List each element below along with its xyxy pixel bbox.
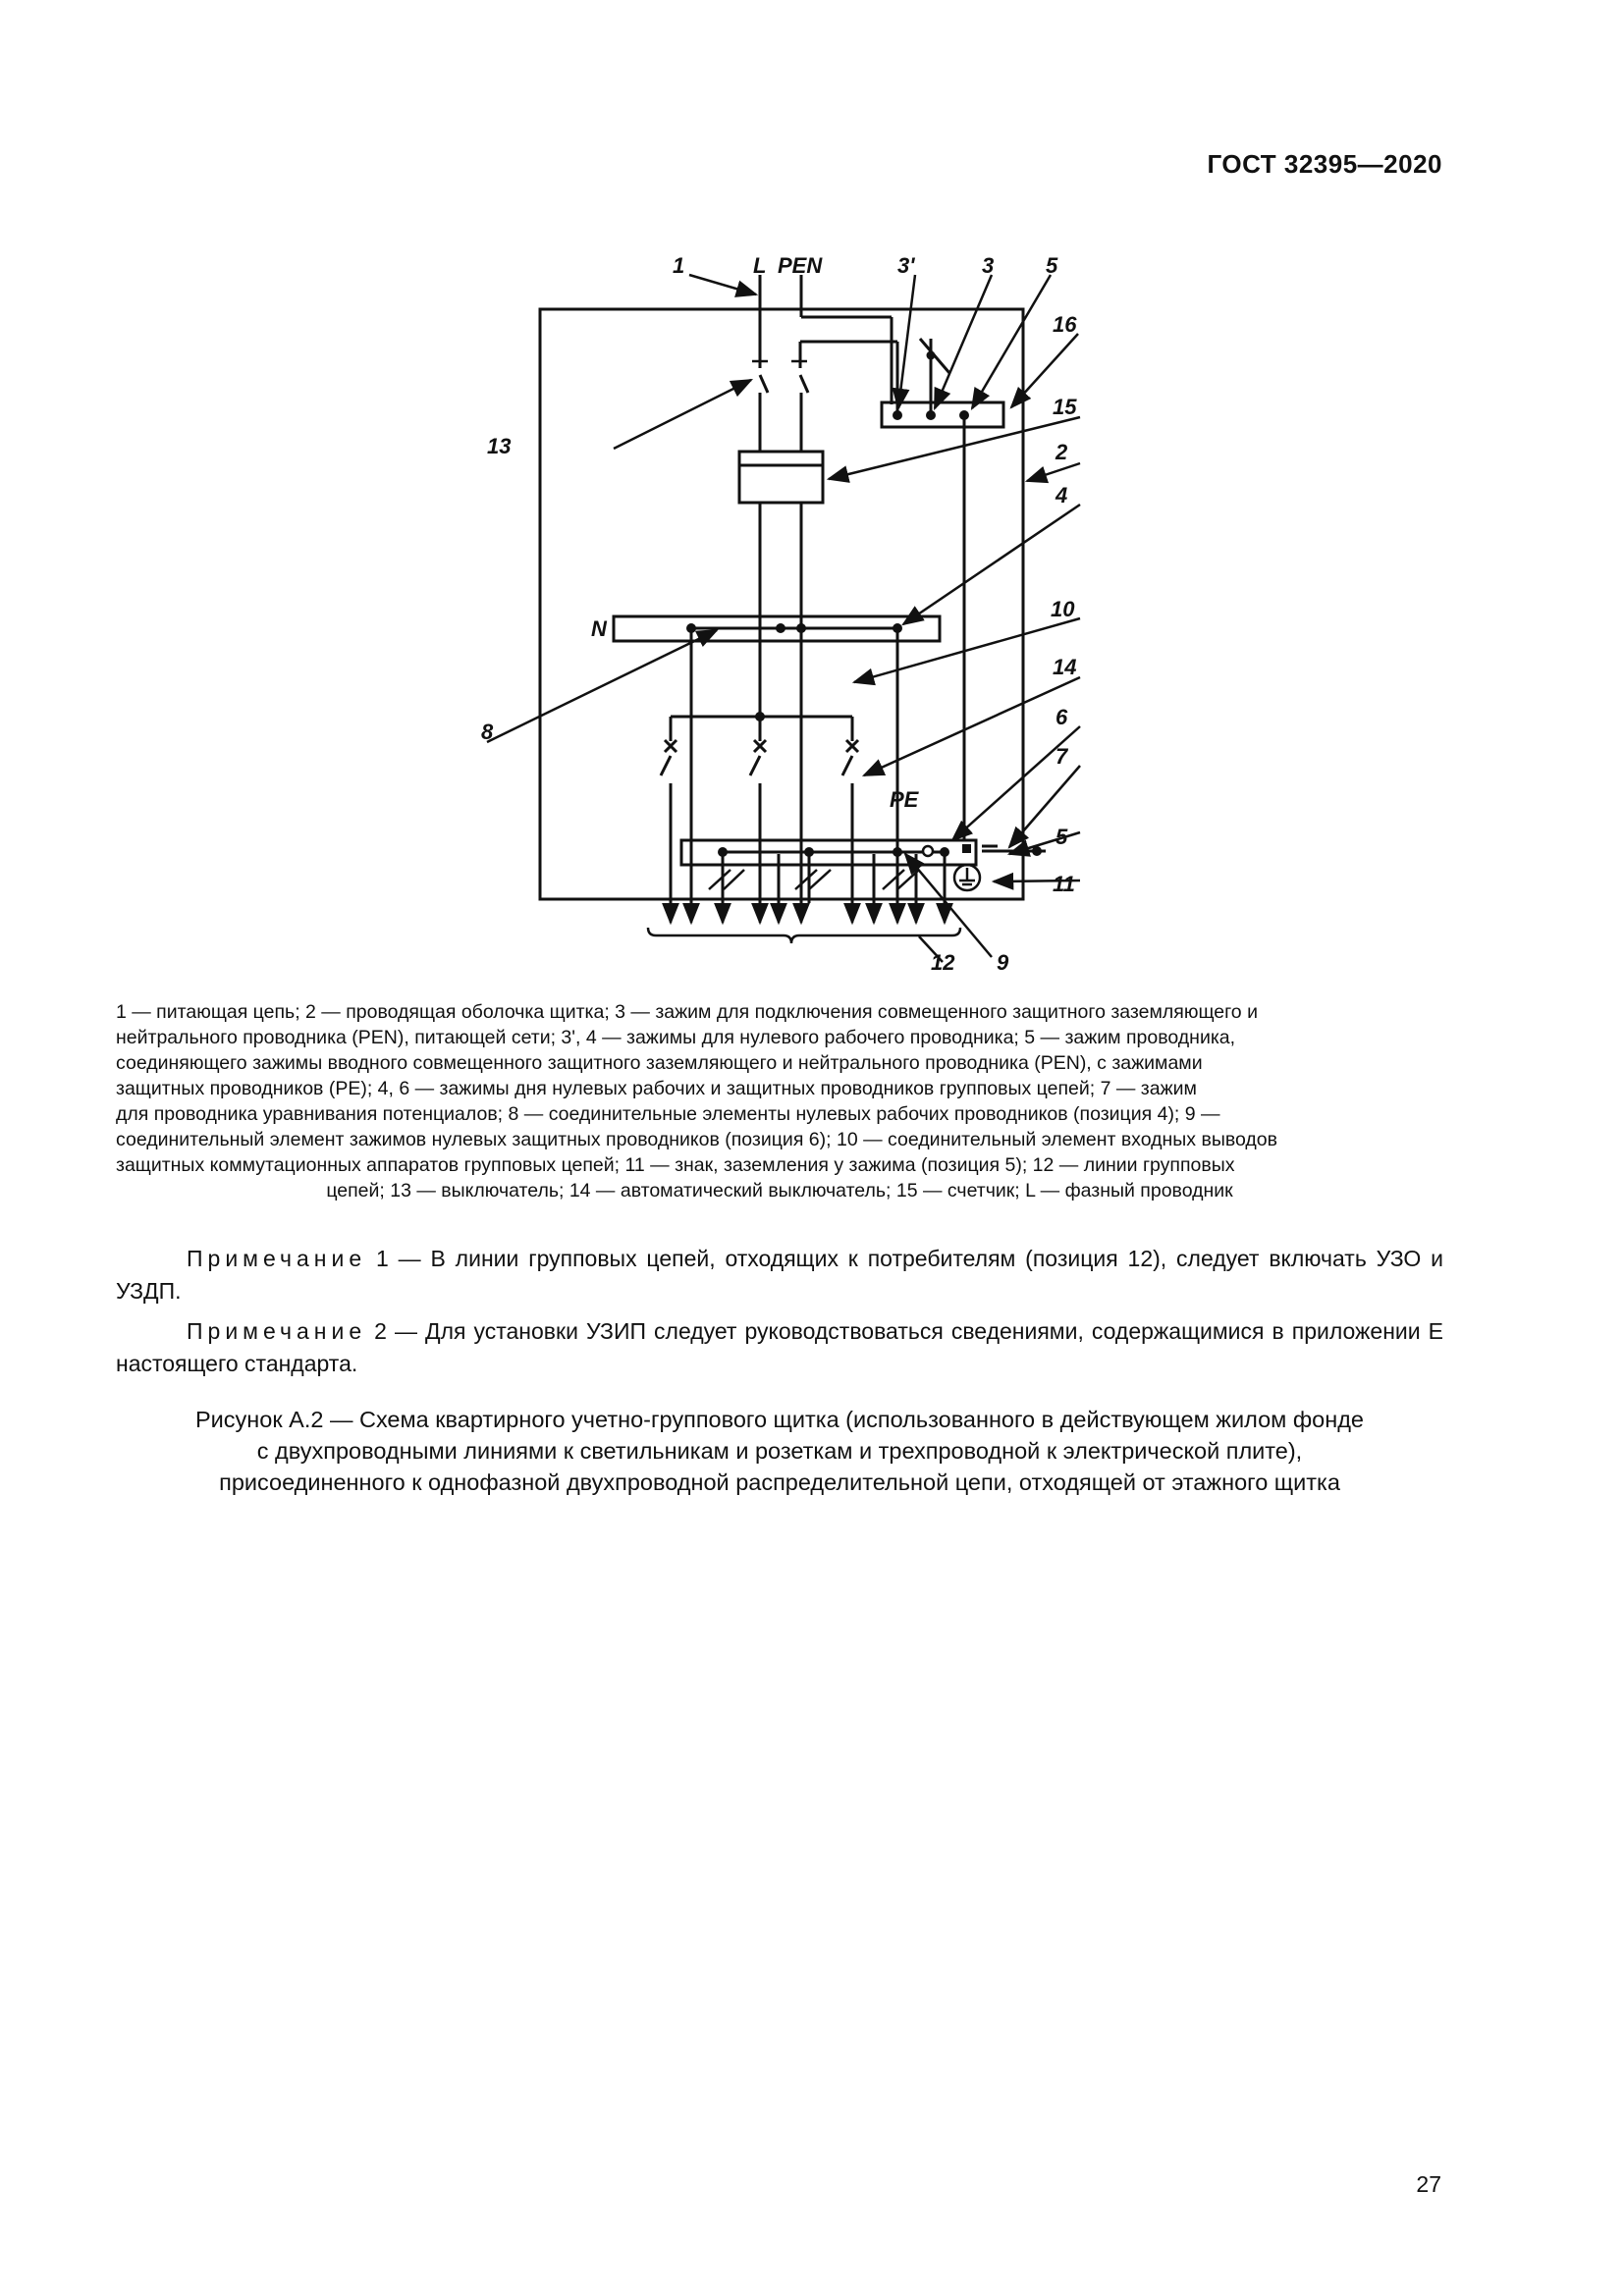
label-11: 11 (1053, 872, 1075, 896)
legend-line: соединяющего зажимы вводного совмещенного защитного заземляющего и нейтрального проводника (PEN), с зажимами (116, 1052, 1203, 1074)
label-3: 3 (982, 253, 995, 278)
label-7: 7 (1056, 744, 1068, 769)
label-4: 4 (1056, 483, 1068, 507)
caption-line: Рисунок А.2 — Схема квартирного учетно-группового щитка (использованного в действующем жилом фонде (194, 1407, 1365, 1432)
label-13: 13 (487, 434, 512, 458)
legend-line: для проводника уравнивания потенциалов; 8 — соединительные элементы нулевых рабочих проводников (позиция 4); 9 — (116, 1103, 1220, 1125)
label-10: 10 (1051, 597, 1075, 621)
label-16: 16 (1053, 312, 1077, 337)
legend-line: 1 — питающая цепь; 2 — проводящая оболочка щитка; 3 — зажим для подключения совмещенного защитного заземляющего и (116, 1001, 1258, 1023)
label-L: L (753, 253, 767, 278)
note-2 (116, 1315, 1443, 1380)
legend-line: цепей; 13 — выключатель; 14 — автоматический выключатель; 15 — счетчик; L — фазный проводник (326, 1180, 1233, 1201)
page-number: 27 (1416, 2171, 1441, 2197)
caption-line: с двухпроводными линиями к светильникам и розеткам и трехпроводной к электрической плите), (256, 1438, 1303, 1464)
figure-caption (116, 1404, 1443, 1498)
note-prefix: Примечание (187, 1246, 367, 1271)
label-15: 15 (1053, 395, 1077, 419)
caption-line: присоединенного к однофазной двухпроводной распределительной цепи, отходящей от этажного щитка (219, 1469, 1340, 1495)
label-12: 12 (931, 950, 955, 975)
label-2: 2 (1056, 440, 1068, 464)
label-PEN: PEN (778, 253, 823, 278)
label-N: N (591, 616, 607, 641)
legend-line: соединительный элемент зажимов нулевых защитных проводников (позиция 6); 10 — соединительный элемент входных выводов (116, 1129, 1277, 1150)
wiring-diagram-svg (432, 245, 1139, 991)
label-14: 14 (1053, 655, 1077, 679)
document-code: ГОСТ 32395—2020 (1207, 149, 1442, 179)
legend-line: защитных проводников (PE); 4, 6 — зажимы дня нулевых рабочих и защитных проводников групповых цепей; 7 — зажим (116, 1078, 1197, 1099)
label-8: 8 (481, 720, 494, 744)
wiring-diagram (432, 245, 1139, 991)
label-9: 9 (997, 950, 1009, 975)
label-5-top: 5 (1046, 253, 1058, 278)
label-6: 6 (1056, 705, 1068, 729)
note-prefix: Примечание (187, 1318, 367, 1344)
label-1: 1 (673, 253, 685, 278)
label-3prime: 3' (897, 253, 915, 278)
label-PE: PE (890, 787, 919, 812)
legend-line: защитных коммутационных аппаратов групповых цепей; 11 — знак, заземления у зажима (позиция 5); 12 — линии групповых (116, 1154, 1235, 1176)
note-text: 1 — В линии групповых цепей, отходящих к потребителям (позиция 12), следует включать УЗО и УЗДП. (116, 1246, 1443, 1304)
label-5-bottom: 5 (1056, 825, 1068, 849)
figure-legend (116, 999, 1443, 1203)
note-text: 2 — Для установки УЗИП следует руководствоваться сведениями, содержащимися в приложении Е настоящего стандарта. (116, 1318, 1443, 1376)
note-1 (116, 1243, 1443, 1308)
legend-line: нейтрального проводника (PEN), питающей сети; 3', 4 — зажимы для нулевого рабочего проводника; 5 — зажим проводника, (116, 1027, 1236, 1048)
